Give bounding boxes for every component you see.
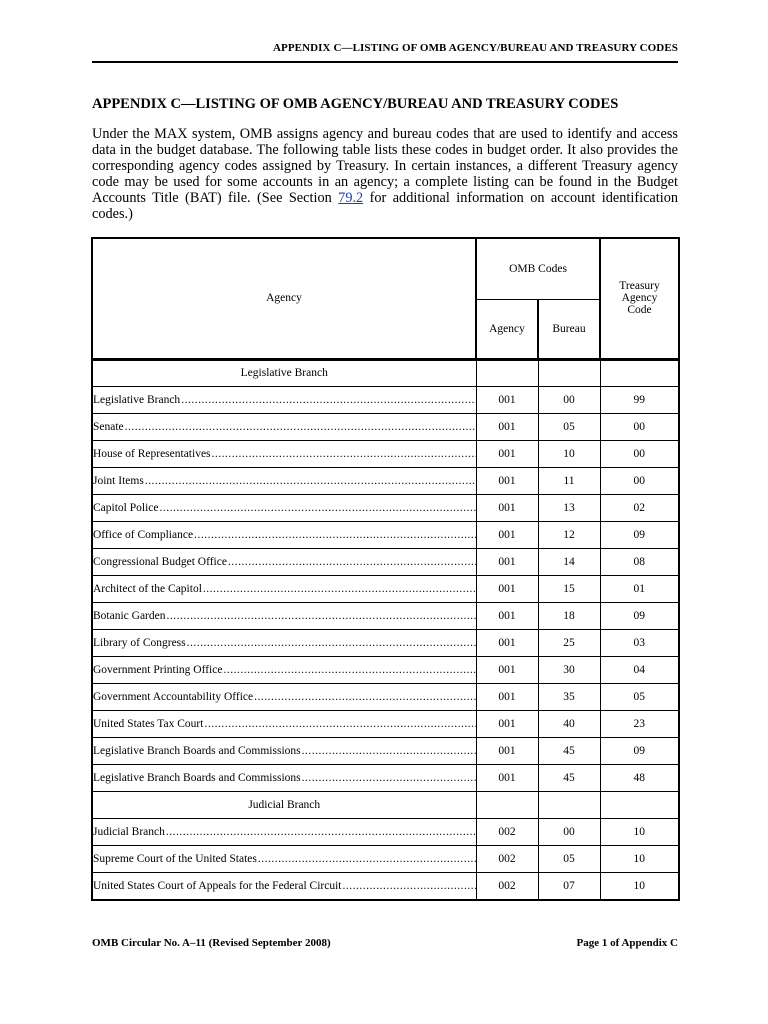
agency-name: Government Printing Office (93, 664, 223, 676)
dot-leader (159, 502, 475, 514)
dot-leader (125, 421, 476, 433)
agency-name: House of Representatives (93, 448, 211, 460)
dot-leader (228, 556, 476, 568)
dot-leader (302, 772, 476, 784)
empty-cell (600, 360, 679, 387)
agency-name: Government Accountability Office (93, 691, 254, 703)
table-row (92, 630, 679, 657)
bureau-code-cell: 07 (538, 873, 600, 900)
treasury-code-cell: 08 (600, 549, 679, 576)
empty-cell (600, 792, 679, 819)
agency-name: Supreme Court of the United States (93, 853, 257, 865)
bureau-code-cell: 12 (538, 522, 600, 549)
col-header-omb-agency: Agency (476, 299, 538, 358)
agency-code-cell: 001 (476, 441, 538, 468)
bureau-code-cell: 45 (538, 765, 600, 792)
treasury-code-cell: 48 (600, 765, 679, 792)
table-row (92, 657, 679, 684)
agency-name: Congressional Budget Office (93, 556, 227, 568)
agency-name-cell (92, 414, 476, 441)
agency-name-cell (92, 603, 476, 630)
agency-name: United States Tax Court (93, 718, 204, 730)
treasury-code-cell: 10 (600, 846, 679, 873)
bureau-code-cell: 10 (538, 441, 600, 468)
bureau-code-cell: 14 (538, 549, 600, 576)
table-row (92, 603, 679, 630)
treasury-code-cell: 10 (600, 819, 679, 846)
treasury-code-cell: 01 (600, 576, 679, 603)
dot-leader (167, 610, 476, 622)
agency-name-cell (92, 711, 476, 738)
bureau-code-cell: 00 (538, 387, 600, 414)
bureau-code-cell: 30 (538, 657, 600, 684)
bureau-code-cell: 00 (538, 819, 600, 846)
agency-name: Library of Congress (93, 637, 186, 649)
table-row (92, 576, 679, 603)
dot-leader (302, 745, 476, 757)
agency-name-cell (92, 576, 476, 603)
treasury-code-cell: 00 (600, 468, 679, 495)
agency-name-cell (92, 873, 476, 900)
dot-leader (254, 691, 475, 703)
table-row (92, 468, 679, 495)
dot-leader (342, 880, 475, 892)
agency-name-cell (92, 387, 476, 414)
treasury-code-cell: 04 (600, 657, 679, 684)
agency-code-cell: 001 (476, 468, 538, 495)
agency-code-cell: 001 (476, 522, 538, 549)
section-link[interactable]: 79.2 (338, 190, 364, 206)
dot-leader (145, 475, 476, 487)
empty-cell (538, 792, 600, 819)
agency-code-cell: 001 (476, 549, 538, 576)
agency-name: Capitol Police (93, 502, 159, 514)
table-row (92, 549, 679, 576)
section-row (92, 792, 679, 819)
treasury-code-cell: 03 (600, 630, 679, 657)
agency-name: Architect of the Capitol (93, 583, 202, 595)
section-row (92, 360, 679, 387)
agency-code-cell: 001 (476, 684, 538, 711)
bureau-code-cell: 40 (538, 711, 600, 738)
agency-name: Legislative Branch Boards and Commissions (93, 772, 301, 784)
agency-code-cell: 001 (476, 738, 538, 765)
agency-code-cell: 001 (476, 576, 538, 603)
dot-leader (187, 637, 476, 649)
treasury-code-cell: 09 (600, 603, 679, 630)
dot-leader (203, 583, 476, 595)
table-row (92, 738, 679, 765)
section-heading: Legislative Branch (92, 360, 476, 387)
agency-code-cell: 001 (476, 387, 538, 414)
agency-name-cell (92, 684, 476, 711)
col-header-treasury: Treasury Agency Code (600, 238, 679, 358)
bureau-code-cell: 18 (538, 603, 600, 630)
treasury-code-cell: 10 (600, 873, 679, 900)
treasury-code-cell: 00 (600, 414, 679, 441)
agency-code-cell: 002 (476, 819, 538, 846)
intro-text-start: Under the MAX system, OMB assigns agency and bureau codes that are used to identify and access data in the budget database. The following table lists these codes in budget order. It also provides the corresponding agency codes assigned by Treasury. In certain instances, a different Treasury agency code may be used for some accounts in an agency; a complete listing can be found in the Budget Accounts Title (BAT) file. (See Section (92, 126, 678, 206)
agency-name: Office of Compliance (93, 529, 194, 541)
dot-leader (258, 853, 476, 865)
footer-circular: OMB Circular No. A–11 (Revised September 2008) (92, 937, 331, 949)
agency-name-cell (92, 657, 476, 684)
dot-leader (212, 448, 476, 460)
table-row (92, 873, 679, 900)
dot-leader (166, 826, 476, 838)
bureau-code-cell: 15 (538, 576, 600, 603)
table-row (92, 522, 679, 549)
agency-name-cell (92, 765, 476, 792)
agency-name-cell (92, 846, 476, 873)
bureau-code-cell: 05 (538, 846, 600, 873)
table-row (92, 684, 679, 711)
agency-name-cell (92, 738, 476, 765)
col-header-omb-codes: OMB Codes (476, 238, 600, 299)
agency-name-cell (92, 630, 476, 657)
agency-code-cell: 001 (476, 657, 538, 684)
agency-name: Senate (93, 421, 124, 433)
empty-cell (476, 792, 538, 819)
agency-name-cell (92, 441, 476, 468)
dot-leader (181, 394, 475, 406)
page-title: APPENDIX C—LISTING OF OMB AGENCY/BUREAU AND TREASURY CODES (92, 96, 619, 112)
footer-page-number: Page 1 of Appendix C (576, 937, 678, 949)
empty-cell (476, 360, 538, 387)
agency-code-cell: 001 (476, 630, 538, 657)
agency-name: Botanic Garden (93, 610, 166, 622)
agency-name-cell (92, 522, 476, 549)
col-header-omb-bureau: Bureau (538, 299, 600, 358)
treasury-code-cell: 99 (600, 387, 679, 414)
agency-code-cell: 001 (476, 414, 538, 441)
agency-code-cell: 001 (476, 495, 538, 522)
codes-table (91, 237, 680, 901)
agency-name-cell (92, 549, 476, 576)
agency-name: Legislative Branch (93, 394, 181, 406)
bureau-code-cell: 13 (538, 495, 600, 522)
running-header: APPENDIX C—LISTING OF OMB AGENCY/BUREAU AND TREASURY CODES (272, 42, 678, 54)
agency-code-cell: 002 (476, 873, 538, 900)
table-row (92, 846, 679, 873)
dot-leader (204, 718, 475, 730)
table-row (92, 387, 679, 414)
intro-text-end: for additional information on account identification codes.) (92, 190, 679, 222)
col-header-agency: Agency (92, 238, 476, 358)
dot-leader (223, 664, 475, 676)
agency-code-cell: 001 (476, 603, 538, 630)
table-row (92, 414, 679, 441)
empty-cell (538, 360, 600, 387)
treasury-code-cell: 23 (600, 711, 679, 738)
agency-name-cell (92, 495, 476, 522)
agency-code-cell: 002 (476, 846, 538, 873)
intro-paragraph (92, 126, 678, 222)
agency-name: Judicial Branch (93, 826, 165, 838)
treasury-code-cell: 05 (600, 684, 679, 711)
table-row (92, 819, 679, 846)
table-row (92, 441, 679, 468)
bureau-code-cell: 45 (538, 738, 600, 765)
table-row (92, 495, 679, 522)
bureau-code-cell: 11 (538, 468, 600, 495)
agency-name: Legislative Branch Boards and Commissions (93, 745, 301, 757)
agency-code-cell: 001 (476, 765, 538, 792)
agency-code-cell: 001 (476, 711, 538, 738)
agency-name: Joint Items (93, 475, 144, 487)
bureau-code-cell: 25 (538, 630, 600, 657)
bureau-code-cell: 05 (538, 414, 600, 441)
agency-name: United States Court of Appeals for the Federal Circuit (93, 879, 342, 892)
section-heading: Judicial Branch (92, 792, 476, 819)
dot-leader (194, 529, 475, 541)
agency-name-cell (92, 819, 476, 846)
treasury-code-cell: 09 (600, 738, 679, 765)
treasury-code-cell: 09 (600, 522, 679, 549)
bureau-code-cell: 35 (538, 684, 600, 711)
treasury-code-cell: 00 (600, 441, 679, 468)
table-row (92, 765, 679, 792)
agency-name-cell (92, 468, 476, 495)
table-row (92, 711, 679, 738)
treasury-code-cell: 02 (600, 495, 679, 522)
header-rule (92, 61, 678, 63)
